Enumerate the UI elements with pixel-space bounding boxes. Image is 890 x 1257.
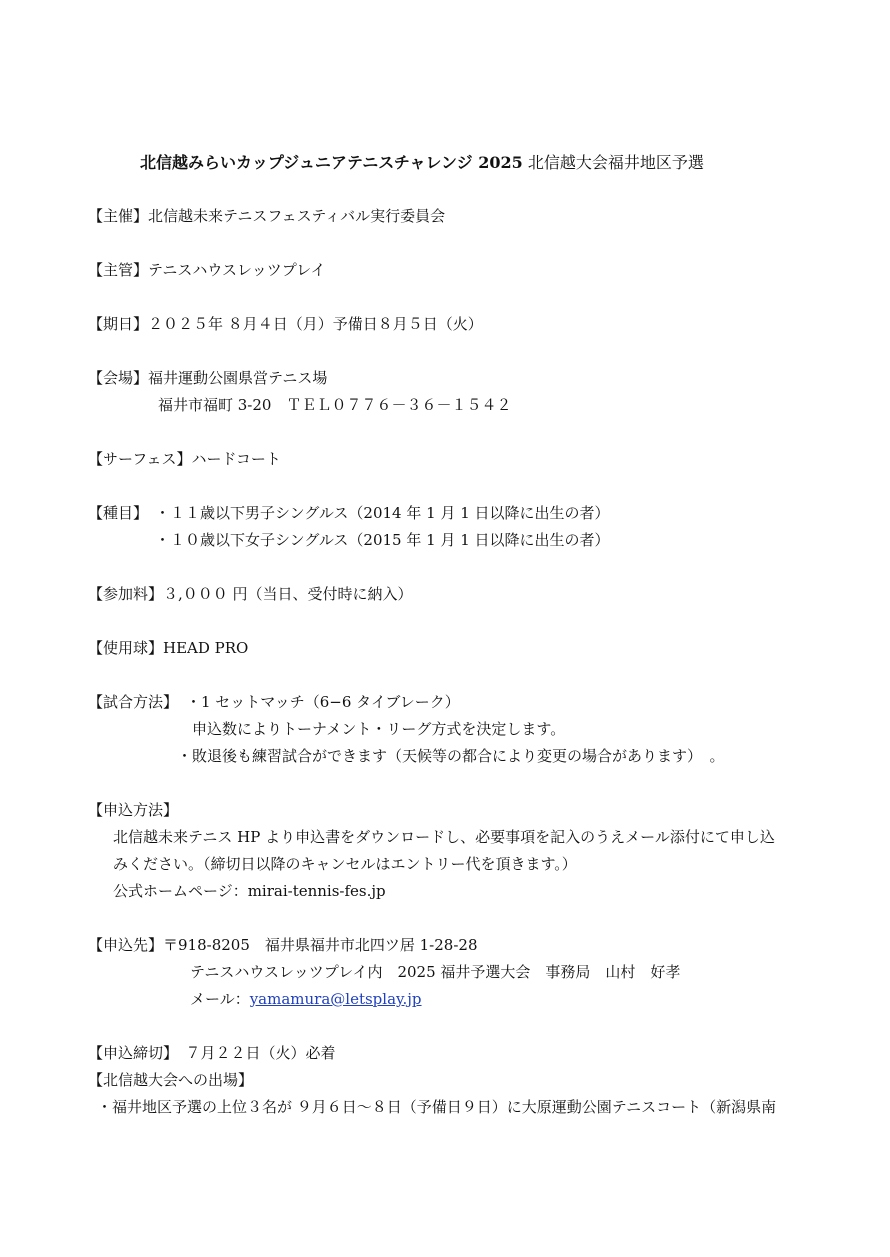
events-label: 【種目】 xyxy=(88,504,149,522)
mail-link[interactable]: yamamura@letsplay.jp xyxy=(249,990,422,1008)
match-item: 申込数によりトーナメント・リーグ方式を決定します。 xyxy=(192,720,566,738)
apply-text: みください。（締切日以降のキャンセルはエントリー代を頂きます。） xyxy=(113,855,577,873)
venue-line: 【会場】福井運動公園県営テニス場 xyxy=(88,369,328,387)
destination-line: 【申込先】〒918-8205 福井県福井市北四ツ居 1-28-28 xyxy=(88,936,478,954)
destination-mail xyxy=(190,989,422,1009)
apply-label: 【申込方法】 xyxy=(88,801,179,819)
match-label: 【試合方法】 xyxy=(88,693,179,711)
organizer-line: 【主催】北信越未来テニスフェスティバル実行委員会 xyxy=(88,207,446,225)
match-item: ・敗退後も練習試合ができます（天候等の都合により変更の場合があります） 。 xyxy=(177,747,725,765)
hokushinetsu-text: ・福井地区予選の上位３名が ９月６日～８日（予備日９日）に大原運動公園テニスコート（新潟県南 xyxy=(97,1098,777,1116)
date-line: 【期日】２０２５年 ８月４日（月）予備日８月５日（火） xyxy=(88,315,483,333)
ball-line: 【使用球】HEAD PRO xyxy=(88,639,249,657)
fee-line: 【参加料】３,０００ 円（当日、受付時に納入） xyxy=(88,585,413,603)
match-item: ・1 セットマッチ（6−6 タイブレーク） xyxy=(186,693,460,711)
apply-text: 北信越未来テニス HP より申込書をダウンロードし、必要事項を記入のうえメール添付にて申し込 xyxy=(113,828,775,846)
manager-line: 【主管】テニスハウスレッツプレイ xyxy=(88,261,326,279)
page-title xyxy=(140,153,704,173)
title-main: 北信越みらいカップジュニアテニスチャレンジ 2025 xyxy=(140,153,523,172)
deadline-line: 【申込締切】 ７月２２日（火）必着 xyxy=(88,1044,336,1062)
event-item: ・１０歳以下女子シングルス（2015 年 1 月 1 日以降に出生の者） xyxy=(155,531,610,549)
apply-homepage: 公式ホームページ：mirai-tennis-fes.jp xyxy=(113,882,386,900)
surface-line: 【サーフェス】ハードコート xyxy=(88,450,281,468)
title-sub: 北信越大会福井地区予選 xyxy=(522,153,704,172)
event-item: ・１１歳以下男子シングルス（2014 年 1 月 1 日以降に出生の者） xyxy=(155,504,610,522)
destination-office: テニスハウスレッツプレイ内 2025 福井予選大会 事務局 山村 好孝 xyxy=(190,963,681,981)
hokushinetsu-label: 【北信越大会への出場】 xyxy=(88,1071,254,1089)
mail-label: メール： xyxy=(190,990,250,1008)
venue-address-line: 福井市福町 3-20 ＴＥＬ０７７６－３６－１５４２ xyxy=(158,396,512,414)
